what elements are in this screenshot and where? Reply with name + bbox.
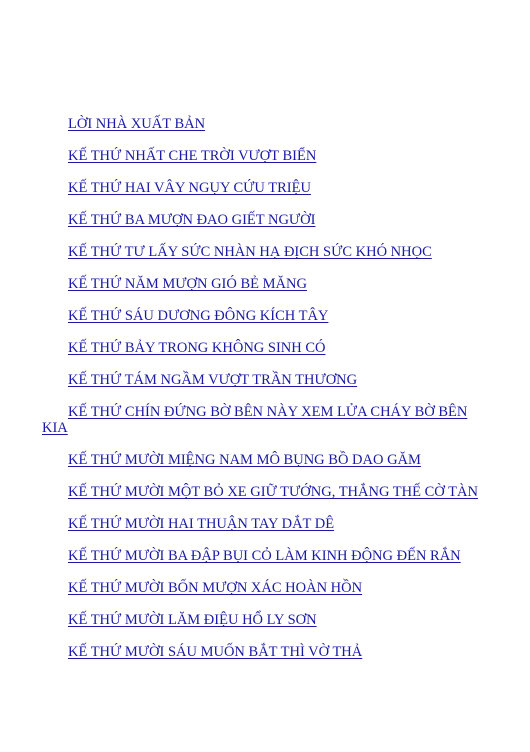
toc-link-strategy-6[interactable]: KẾ THỨ SÁU DƯƠNG ĐÔNG KÍCH TÂY <box>68 308 329 324</box>
toc-link-strategy-4[interactable]: KẾ THỨ TƯ LẤY SỨC NHÀN HẠ ĐỊCH SỨC KHÓ NHỌC <box>68 244 432 260</box>
toc-link-strategy-7[interactable]: KẾ THỨ BẢY TRONG KHÔNG SINH CÓ <box>68 340 326 356</box>
toc-link-strategy-5[interactable]: KẾ THỨ NĂM MƯỢN GIÓ BẺ MĂNG <box>68 276 307 292</box>
toc-link-strategy-14[interactable]: KẾ THỨ MƯỜI BỐN MƯỢN XÁC HOÀN HỒN <box>68 580 363 596</box>
toc-link-strategy-10[interactable]: KẾ THỨ MƯỜI MIỆNG NAM MÔ BỤNG BỒ DAO GĂM <box>68 452 421 468</box>
toc-link-strategy-8[interactable]: KẾ THỨ TÁM NGẦM VƯỢT TRẦN THƯƠNG <box>68 372 358 388</box>
toc-link-strategy-11[interactable]: KẾ THỨ MƯỜI MỘT BỎ XE GIỮ TƯỚNG, THẮNG THẾ CỜ TÀN <box>68 484 478 500</box>
toc-link-strategy-3[interactable]: KẾ THỨ BA MƯỢN ĐAO GIẾT NGƯỜI <box>68 212 316 228</box>
toc-link-strategy-16[interactable]: KẾ THỨ MƯỜI SÁU MUỐN BẮT THÌ VỜ THẢ <box>68 644 363 660</box>
toc-link-strategy-2[interactable]: KẾ THỨ HAI VÂY NGỤY CỨU TRIỆU <box>68 180 311 196</box>
toc-link-strategy-13[interactable]: KẾ THỨ MƯỜI BA ĐẬP BỤI CỎ LÀM KINH ĐỘNG ĐẾN RẮN <box>68 548 461 564</box>
toc-link-publisher-note[interactable]: LỜI NHÀ XUẤT BẢN <box>68 116 206 132</box>
toc-link-strategy-12[interactable]: KẾ THỨ MƯỜI HAI THUẬN TAY DẮT DÊ <box>68 516 335 532</box>
table-of-contents <box>42 116 492 676</box>
toc-link-strategy-9[interactable]: KẾ THỨ CHÍN ĐỨNG BỜ BÊN NÀY XEM LỬA CHÁY BỜ BÊN KIA <box>42 404 468 436</box>
toc-link-strategy-15[interactable]: KẾ THỨ MƯỜI LĂM ĐIỆU HỔ LY SƠN <box>68 612 317 628</box>
toc-link-strategy-1[interactable]: KẾ THỨ NHẤT CHE TRỜI VƯỢT BIỂN <box>68 148 317 164</box>
